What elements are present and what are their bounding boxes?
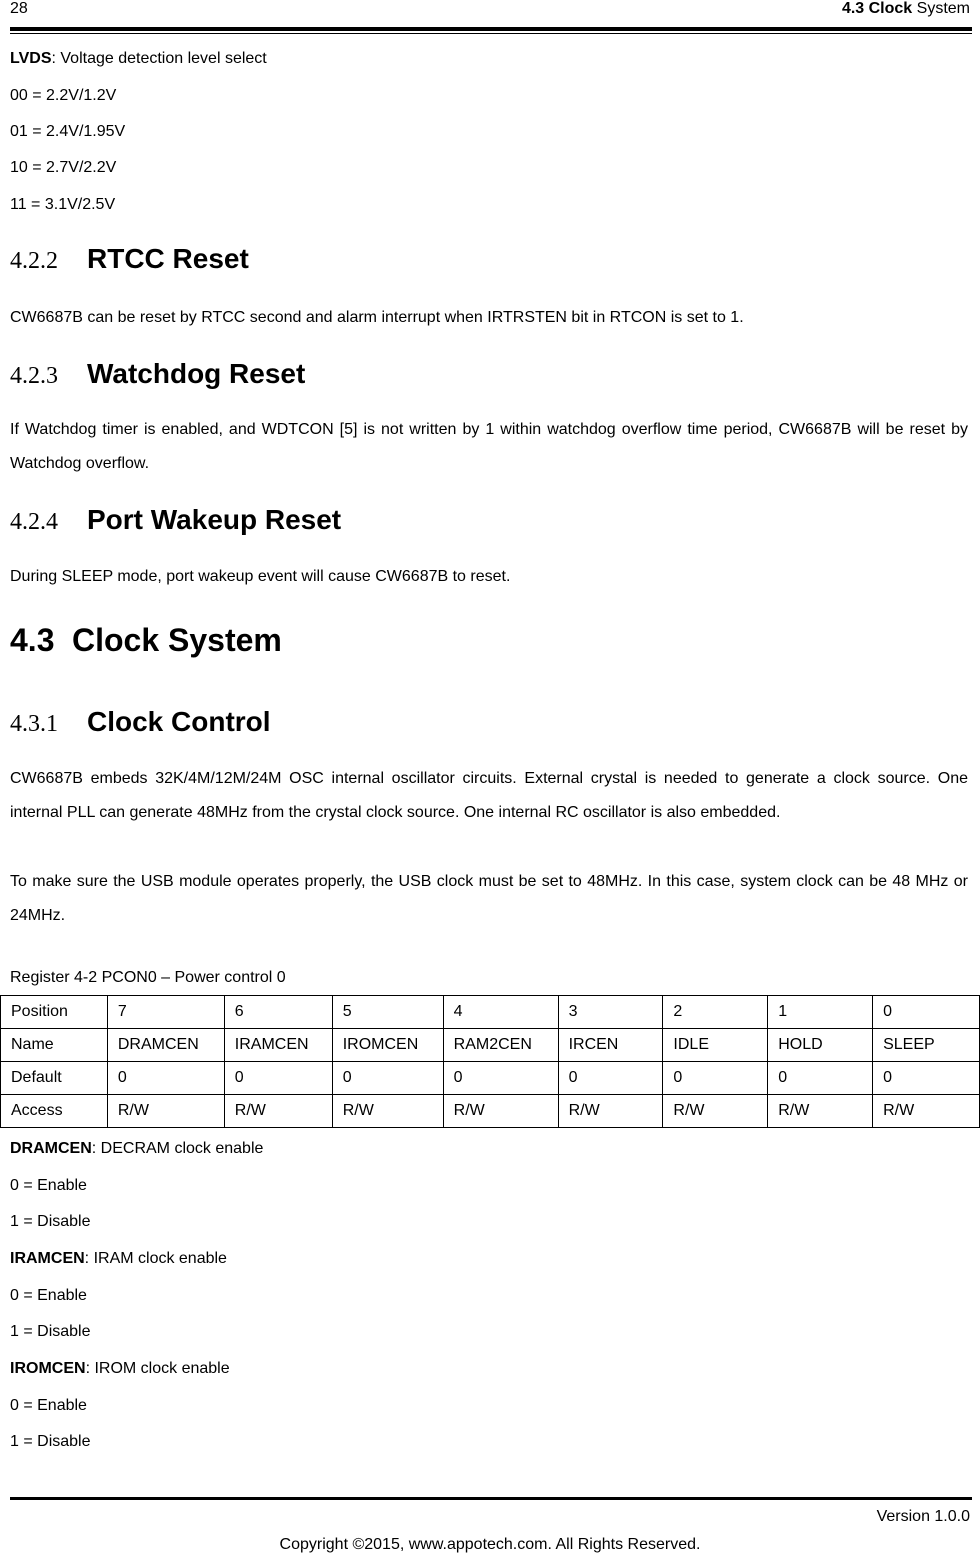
table-row-name <box>1 1029 980 1062</box>
footer-rule <box>10 1497 972 1500</box>
table-cell: R/W <box>332 1095 443 1128</box>
clock-control-para-2: To make sure the USB module operates properly, the USB clock must be set to 48MHz. In this case, system clock can be 48 MHz or 24MHz. <box>10 873 968 924</box>
table-row-default <box>1 1062 980 1095</box>
bit-option: 0 = Enable <box>10 1177 87 1194</box>
bit-option: 1 = Disable <box>10 1323 91 1340</box>
bit-definition-iramcen <box>10 1249 227 1269</box>
heading-4-2-2 <box>10 243 249 275</box>
lvds-term: LVDS <box>10 50 52 67</box>
bit-desc: : IROM clock enable <box>85 1360 230 1377</box>
heading-title: Clock Control <box>87 706 271 737</box>
table-cell: 4 <box>443 996 558 1029</box>
table-cell: 6 <box>224 996 332 1029</box>
bit-option: 1 = Disable <box>10 1433 91 1450</box>
lvds-option: 01 = 2.4V/1.95V <box>10 123 126 140</box>
lvds-definition <box>10 49 267 69</box>
bit-option: 1 = Disable <box>10 1213 91 1230</box>
table-cell: 0 <box>107 1062 224 1095</box>
table-cell: HOLD <box>768 1029 873 1062</box>
lvds-option: 11 = 3.1V/2.5V <box>10 196 116 213</box>
heading-number: 4.3.1 <box>10 711 58 737</box>
heading-number: 4.3 <box>10 622 55 658</box>
table-cell: 2 <box>663 996 768 1029</box>
running-header <box>842 0 970 18</box>
watchdog-reset-text: If Watchdog timer is enabled, and WDTCON [5] is not written by 1 within watchdog overflow time period, CW6687B will be reset by Watchdog overflow. <box>10 421 968 472</box>
page-number: 28 <box>10 0 28 17</box>
bit-desc: : IRAM clock enable <box>84 1250 227 1267</box>
heading-title: RTCC Reset <box>87 243 249 274</box>
bit-term: DRAMCEN <box>10 1140 92 1157</box>
table-cell: R/W <box>443 1095 558 1128</box>
table-cell: 0 <box>768 1062 873 1095</box>
heading-4-2-3 <box>10 358 305 390</box>
header-rule-thick <box>10 27 972 31</box>
heading-number: 4.2.4 <box>10 509 58 535</box>
lvds-desc: : Voltage detection level select <box>51 50 267 67</box>
table-cell: R/W <box>107 1095 224 1128</box>
heading-4-3 <box>10 622 282 659</box>
clock-control-para-1: CW6687B embeds 32K/4M/12M/24M OSC internal oscillator circuits. External crystal is needed to generate a clock source. One internal PLL can generate 48MHz from the crystal clock source. One internal RC oscillator is also embedded. <box>10 770 968 821</box>
table-cell: Access <box>1 1095 108 1128</box>
heading-title: Watchdog Reset <box>87 358 306 389</box>
table-cell: 0 <box>443 1062 558 1095</box>
table-cell: Name <box>1 1029 108 1062</box>
bit-definition-iromcen <box>10 1359 230 1379</box>
header-rule-thin <box>10 33 972 34</box>
table-cell: 0 <box>558 1062 663 1095</box>
heading-number: 4.2.2 <box>10 248 58 274</box>
bit-option: 0 = Enable <box>10 1287 87 1304</box>
table-row-access <box>1 1095 980 1128</box>
register-table <box>0 995 980 1128</box>
table-cell: R/W <box>873 1095 980 1128</box>
table-cell: R/W <box>558 1095 663 1128</box>
table-cell: 0 <box>332 1062 443 1095</box>
table-cell: 3 <box>558 996 663 1029</box>
bit-option: 0 = Enable <box>10 1397 87 1414</box>
table-cell: IRAMCEN <box>224 1029 332 1062</box>
table-cell: 5 <box>332 996 443 1029</box>
heading-number: 4.2.3 <box>10 363 58 389</box>
running-header-rest: System <box>912 0 970 17</box>
register-caption: Register 4-2 PCON0 – Power control 0 <box>10 969 286 986</box>
table-row-position <box>1 996 980 1029</box>
table-cell: R/W <box>224 1095 332 1128</box>
running-header-bold: 4.3 Clock <box>841 0 913 17</box>
lvds-option: 10 = 2.7V/2.2V <box>10 159 117 176</box>
heading-4-2-4 <box>10 504 341 536</box>
rtcc-reset-text: CW6687B can be reset by RTCC second and alarm interrupt when IRTRSTEN bit in RTCON is set to 1. <box>10 309 744 326</box>
heading-title: Port Wakeup Reset <box>87 504 342 535</box>
heading-title: Clock System <box>72 622 282 658</box>
table-cell: 0 <box>873 1062 980 1095</box>
heading-4-3-1 <box>10 706 271 738</box>
table-cell: 7 <box>107 996 224 1029</box>
table-cell: Position <box>1 996 108 1029</box>
table-cell: 0 <box>663 1062 768 1095</box>
table-cell: IROMCEN <box>332 1029 443 1062</box>
table-cell: R/W <box>768 1095 873 1128</box>
version-label: Version 1.0.0 <box>876 1508 970 1525</box>
lvds-option: 00 = 2.2V/1.2V <box>10 87 117 104</box>
bit-term: IRAMCEN <box>10 1250 85 1267</box>
table-cell: IRCEN <box>558 1029 663 1062</box>
port-wakeup-text: During SLEEP mode, port wakeup event will cause CW6687B to reset. <box>10 568 511 585</box>
copyright-notice: Copyright ©2015, www.appotech.com. All Rights Reserved. <box>279 1536 701 1553</box>
table-cell: DRAMCEN <box>107 1029 224 1062</box>
bit-definition-dramcen <box>10 1139 263 1159</box>
table-cell: 0 <box>873 996 980 1029</box>
table-cell: Default <box>1 1062 108 1095</box>
table-cell: 0 <box>224 1062 332 1095</box>
table-cell: IDLE <box>663 1029 768 1062</box>
bit-term: IROMCEN <box>10 1360 86 1377</box>
bit-desc: : DECRAM clock enable <box>91 1140 264 1157</box>
table-cell: RAM2CEN <box>443 1029 558 1062</box>
table-cell: SLEEP <box>873 1029 980 1062</box>
table-cell: 1 <box>768 996 873 1029</box>
table-cell: R/W <box>663 1095 768 1128</box>
